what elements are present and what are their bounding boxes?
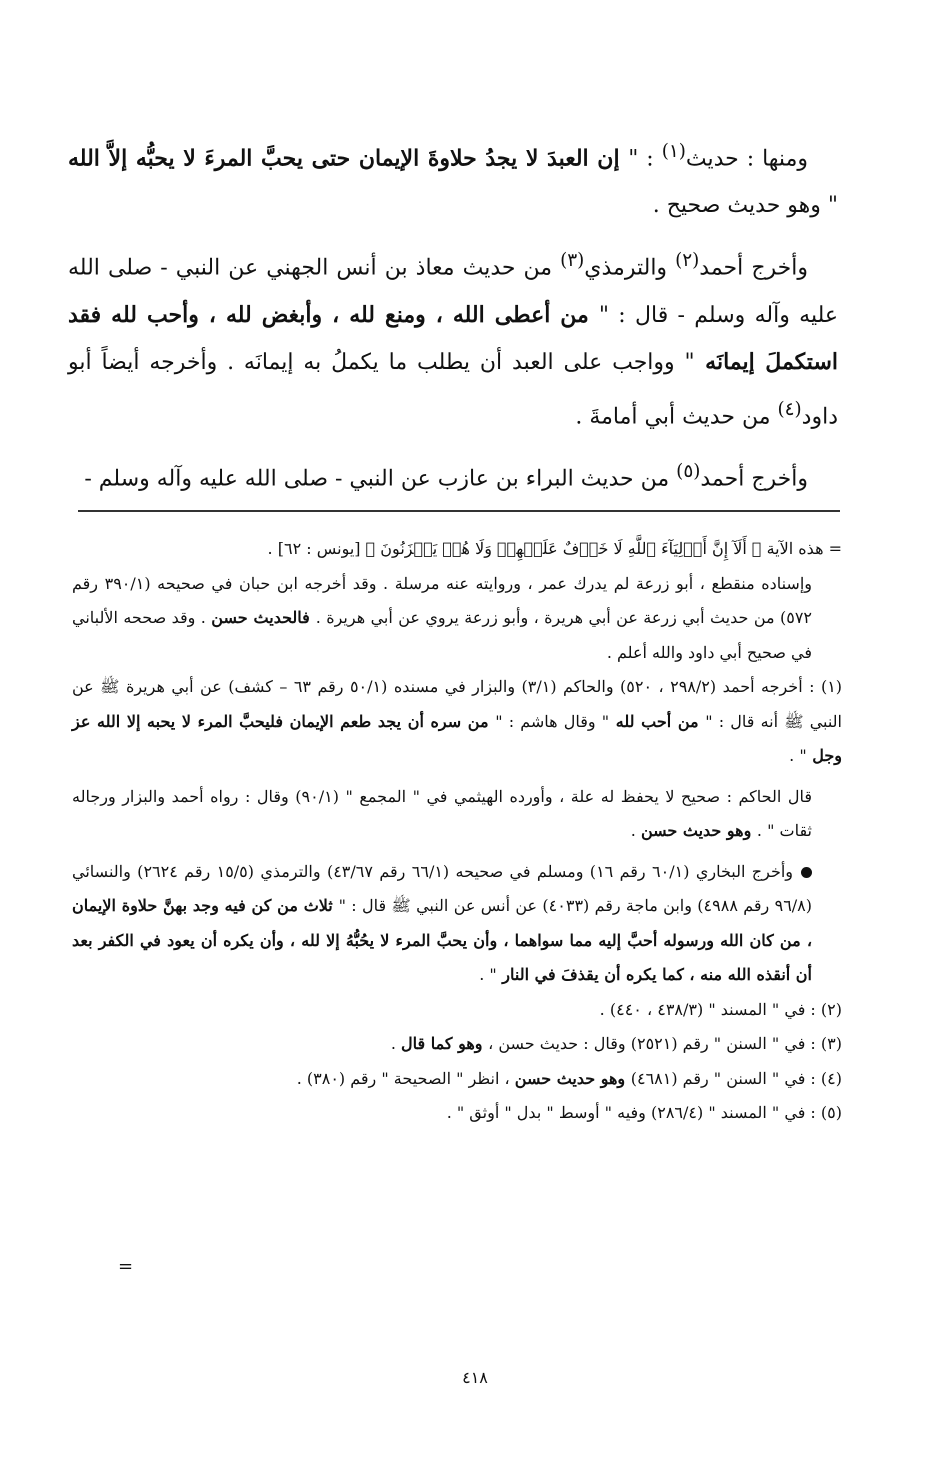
footnote-3 [72,1027,842,1062]
footnote-separator [78,510,840,512]
text-run: = هذه الآية ﴿ أَلَآ إِنَّ أَوۡلِيَآءَ ٱللَّهِ لَا خَوۡفٌ عَلَيۡهِمۡ وَلَا هُمۡ يَحۡزَنُونَ ﴾ [يونس : ٦٢] . [267,539,842,558]
text-run: . [390,1034,402,1053]
footnote-ref: (٥) [676,460,701,482]
text-run: " وواجب على العبد أن يطلب ما يكملُ به إيمانَه . وأخرجه أيضاً أبو داود [68,349,838,429]
grading-bold: فالحديث حسن [211,608,316,627]
hadith-quote: من سره أن يجد طعم الإيمان فليحبَّ المرء لا يحبه إلا الله عز وجل [72,711,842,765]
page-number: ٤١٨ [462,1368,488,1387]
text-run: وأخرج أحمد [700,466,808,492]
footnote-ref: (١) [661,141,686,162]
grading-bold: وهو حديث حسن [514,1068,631,1088]
text-run: " . [789,746,807,765]
text-run: (١) : أخرجه أحمد (٢٩٨/٢ ، ٥٢٠) والحاكم (٣/١) والبزار في مسنده (٥٠/١ رقم ٦٣ – كشف) عن أبي هريرة ﷺ عن النبي ﷺ أنه قال : " [72,677,843,731]
text-run: قال الحاكم : صحيح لا يحفظ له علة ، وأورده الهيثمي في " المجمع " (٩٠/١) وقال : رواه أحمد والبزار ورجاله ثقات " . [72,786,813,840]
text-run: : " [628,146,662,172]
footnote-continuation [72,567,842,671]
paragraph-3 [68,448,838,502]
paragraph-2 [68,237,838,440]
text-run: والترمذي [584,255,676,281]
paragraph-1 [68,128,838,229]
text-run: (٣) : في " السنن " رقم (٢٥٢١) وقال : حديث حسن ، [488,1034,842,1053]
hadith-quote: من أحب لله [609,711,706,731]
text-run: ومنها : حديث [685,146,808,172]
text-run: من حديث معاذ بن أنس الجهني عن النبي - صلى الله عليه وآله وسلم - قال : " [68,255,838,328]
text-run: " . [479,965,497,984]
text-run: وأخرج البخاري (٦٠/١ رقم ١٦) ومسلم في صحيحه (٦٦/١ رقم ٤٣/٦٧) والترمذي (١٥/٥ رقم ٢٦٢٤) والنسائي (٩٦/٨ رقم ٤٩٨٨) وابن ماجة رقم (٤٠٣٣) عن أنس عن النبي ﷺ قال : " [72,861,813,915]
continuation-mark: = [118,1256,134,1277]
footnote-ref: (٣) [560,250,585,272]
text-run: . [630,821,641,840]
text-run: ، انظر " الصحيحة " رقم (٣٨٠) . [296,1068,515,1088]
text-run: وإسناده منقطع ، أبو زرعة لم يدرك عمر ، وروايته عنه مرسلة . وقد أخرجه ابن حبان في صحيحه (٣٩٠/١ رقم ٥٧٢) من حديث أبي زرعة عن أبي هريرة ، وأبو زرعة يروي عن أبي هريرة . [72,573,812,627]
hadith-quote: ثلاث من كن فيه وجد بهنَّ حلاوة الإيمان ، من كان الله ورسوله أحبَّ إليه مما سواهما ، وأن يحبَّ المرء لا يحُبُّهُ إلا لله ، وأن يكره أن يعود في الكفر بعد أن أنقذه الله منه ، كما يكره أن يقذفَ في النار [72,896,812,984]
footnote-5 [72,1096,842,1131]
footnote-2 [72,993,842,1028]
footnote-1-bullet [72,855,842,993]
bullet-icon [801,867,812,878]
text-run: " وقال هاشم : " [495,711,610,731]
grading-bold: وهو كما قال [401,1034,489,1053]
footnotes [72,532,842,1131]
footnote-continuation-ayah [72,532,842,567]
hadith-quote: من أعطى الله ، ومنع لله ، وأبغض لله ، وأحب لله فقد استكملَ إيمانَه [68,301,838,375]
footnote-4 [72,1062,842,1097]
footnote-ref: (٤) [777,398,802,420]
text-run: " وهو حديث صحيح . [652,193,838,219]
footnote-ref: (٢) [675,250,700,272]
text-run: من حديث البراء بن عازب عن النبي - صلى الله عليه وآله وسلم - [84,466,677,492]
footnote-1-grading [72,780,842,849]
text-run: (٢) : في " المسند " (٤٣٨/٣ ، ٤٤٠) . [599,999,842,1019]
text-run: من حديث أبي أمامةَ . [575,403,778,429]
text-run: . وقد صححه الألباني في صحيح أبي داود والله أعلم . [72,608,812,662]
text-run: (٥) : في " المسند " (٢٨٦/٤) وفيه " أوسط " بدل " أوثق " . [446,1103,842,1122]
footnote-1 [72,670,842,774]
grading-bold: وهو حديث حسن [640,821,757,840]
hadith-quote: إن العبدَ لا يجدُ حلاوةَ الإيمان حتى يحبَّ المرءَ لا يحبُّه إلاَّ الله [68,145,629,172]
text-run: وأخرج أحمد [699,255,808,281]
text-run: (٤) : في " السنن " رقم (٤٦٨١) [630,1068,842,1088]
main-text [68,128,838,510]
